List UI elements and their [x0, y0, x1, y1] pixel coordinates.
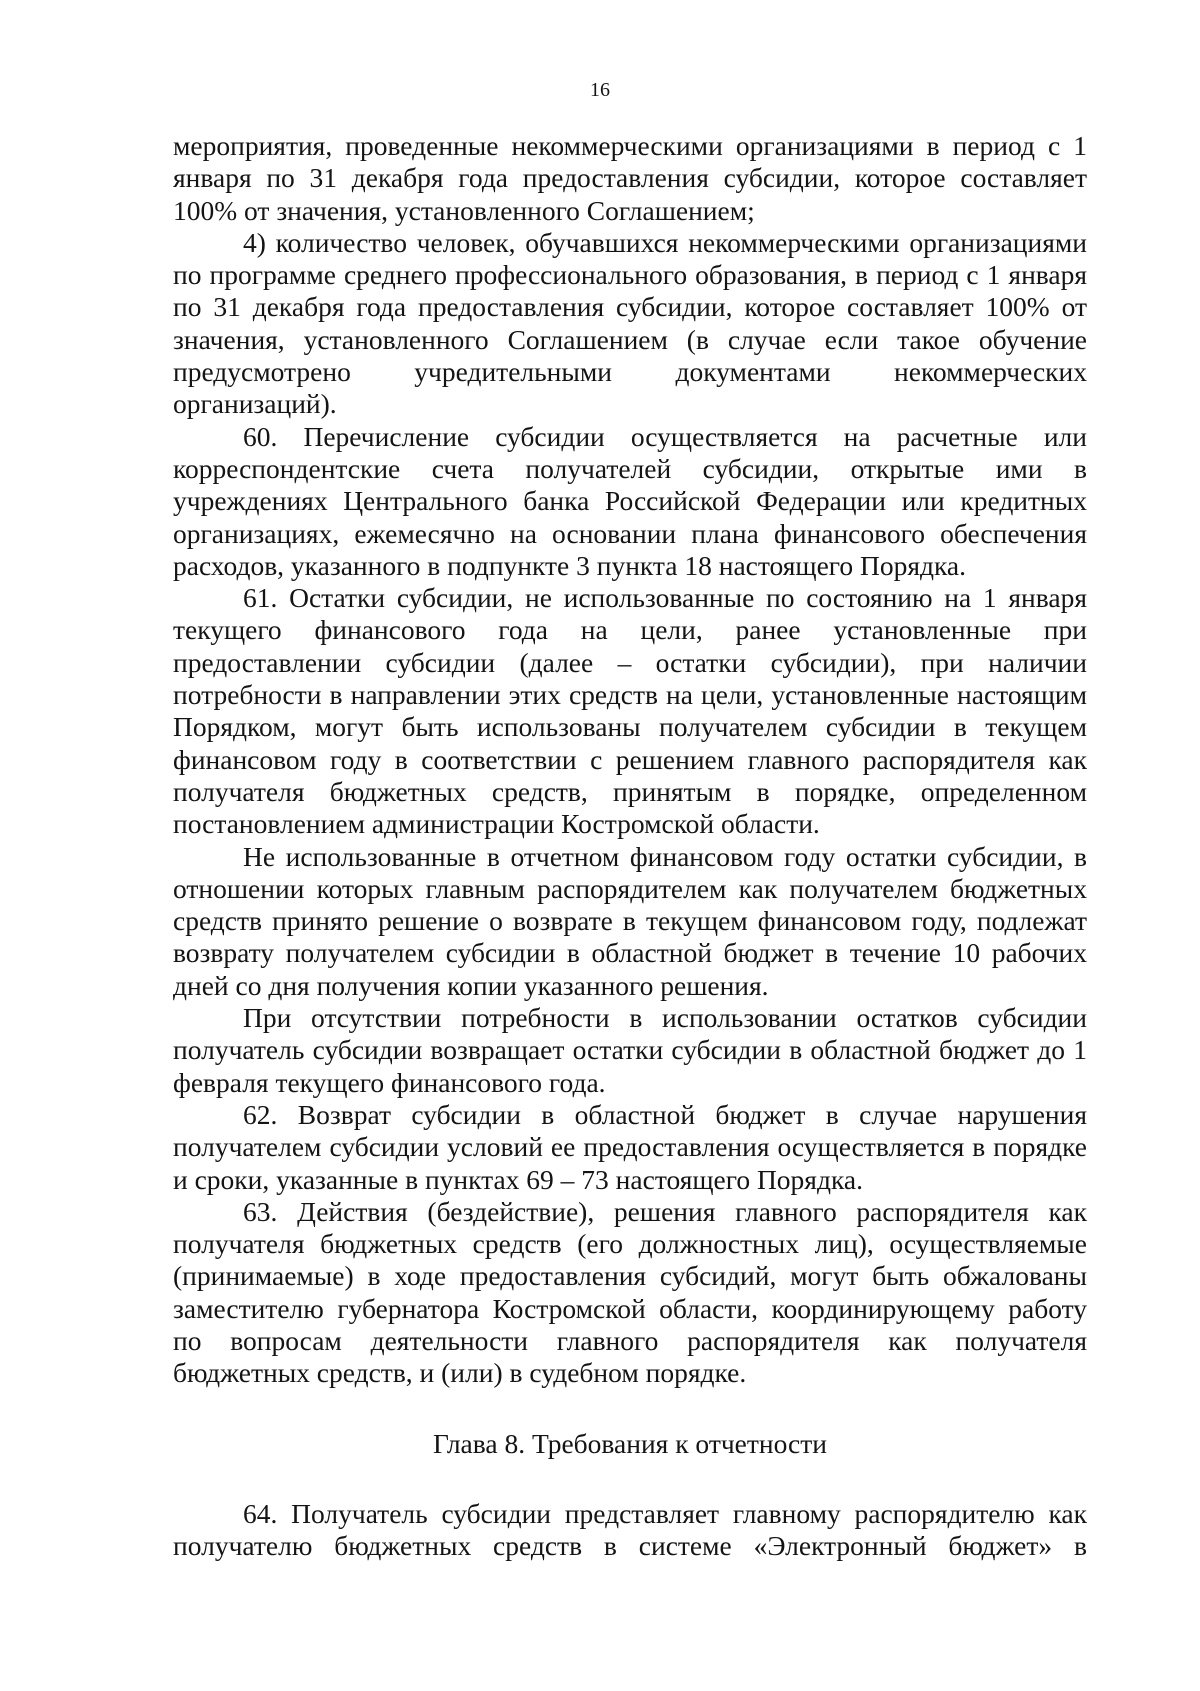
text-line: период с 1 января по 31 декабря года предоставления субсидии, которое — [173, 259, 1088, 323]
paragraph-61-unused-remainders — [173, 841, 1087, 1002]
text-line: 61. Остатки субсидии, не использованные по состоянию на 1 января — [243, 582, 1087, 614]
paragraph-60 — [173, 421, 1087, 582]
text-line: бюджетных средств, и (или) в судебном порядке. — [173, 1357, 747, 1389]
text-line: организациями по программе среднего профессионального образования, в — [173, 226, 1088, 291]
text-line: потребности в направлении этих средств на цели, установленные — [173, 679, 949, 711]
text-line: возврату получателем субсидии в областной бюджет в течение 10 рабочих — [173, 937, 1087, 969]
text-line: такое обучение предусмотрено учредительными документами — [173, 323, 1088, 388]
paragraph-61-no-need — [173, 1002, 1087, 1099]
text-line: 63. Действия (бездействие), решения главного распорядителя как — [243, 1195, 1087, 1227]
text-line: получателю бюджетных средств в системе «Электронный бюджет» в — [173, 1530, 1087, 1562]
text-line: (принимаемые) в ходе предоставления субсидий, могут быть обжалованы — [173, 1260, 1087, 1292]
text-line: расходов, указанного в подпункте 3 пункта 18 настоящего Порядка. — [173, 549, 967, 581]
text-line: составляет 100% от значения, установленного Соглашением (в случае если — [173, 291, 1088, 355]
paragraph-62 — [173, 1099, 1087, 1196]
paragraph-63 — [173, 1196, 1087, 1390]
text-line: организациях, ежемесячно на основании плана финансового обеспечения — [173, 517, 1087, 549]
text-line: некоммерческих организаций). — [173, 356, 1087, 420]
text-line: учреждениях Центрального банка Российской Федерации или кредитных — [173, 485, 1087, 517]
text-line: получатель субсидии возвращает остатки субсидии в областной бюджет до — [173, 1034, 1066, 1066]
page-number: 16 — [590, 79, 610, 101]
text-line: предоставлении субсидии (далее – остатки субсидии), при наличии — [173, 646, 1087, 678]
paragraph-61 — [173, 582, 1087, 840]
text-line: распорядителя как получателя бюджетных средств, принятым в порядке, — [173, 743, 1087, 807]
text-line: корреспондентские счета получателей субсидии, открытые ими в — [173, 452, 1087, 484]
text-line: мероприятия, проведенные некоммерческими организациями в период — [173, 130, 1035, 161]
text-line: 4) количество человек, обучавшихся некоммерческими — [243, 226, 900, 258]
text-line: получателем субсидии условий ее предоставления осуществляется в — [173, 1131, 986, 1163]
document-body — [173, 130, 1087, 1562]
text-line: по вопросам деятельности главного распорядителя как получателя — [173, 1324, 1087, 1356]
paragraph-item-4 — [173, 227, 1087, 421]
text-line: определенном постановлением администрации Костромской области. — [173, 775, 1087, 840]
text-line: При отсутствии потребности в использовании остатков субсидии — [243, 1002, 1087, 1034]
text-line: с 1 января по 31 декабря года предоставления субсидии, которое составляет — [173, 130, 1087, 194]
paragraph-continuation — [173, 130, 1087, 227]
text-line: 64. Получатель субсидии представляет главному распорядителю как — [243, 1497, 1087, 1529]
text-line: 1 февраля текущего финансового года. — [173, 1034, 1087, 1098]
text-line: порядке и сроки, указанные в пунктах 69 – 73 настоящего Порядка. — [173, 1131, 1087, 1195]
text-line: отношении которых главным распорядителем как получателем бюджетных — [173, 872, 1087, 904]
text-line: Не использованные в отчетном финансовом году остатки субсидии, в — [243, 840, 1087, 872]
chapter-heading: Глава 8. Требования к отчетности — [433, 1427, 827, 1459]
text-line: 60. Перечисление субсидии осуществляется на расчетные или — [243, 420, 1087, 452]
text-line: заместителю губернатора Костромской области, координирующему работу — [173, 1292, 1087, 1324]
text-line: 62. Возврат субсидии в областной бюджет в случае нарушения — [243, 1098, 1087, 1130]
text-line: средств принято решение о возврате в текущем финансовом году, подлежат — [173, 905, 1087, 937]
paragraph-64 — [173, 1498, 1087, 1563]
text-line: дней со дня получения копии указанного решения. — [173, 969, 769, 1001]
text-line: 100% от значения, установленного Соглашением; — [173, 194, 755, 226]
text-line: текущем финансовом году в соответствии с решением главного — [173, 711, 1087, 775]
text-line: настоящим Порядком, могут быть использованы получателем субсидии в — [173, 679, 1088, 743]
text-line: получателя бюджетных средств (его должностных лиц), осуществляемые — [173, 1228, 1087, 1260]
text-line: текущего финансового года на цели, ранее установленные при — [173, 614, 1087, 646]
